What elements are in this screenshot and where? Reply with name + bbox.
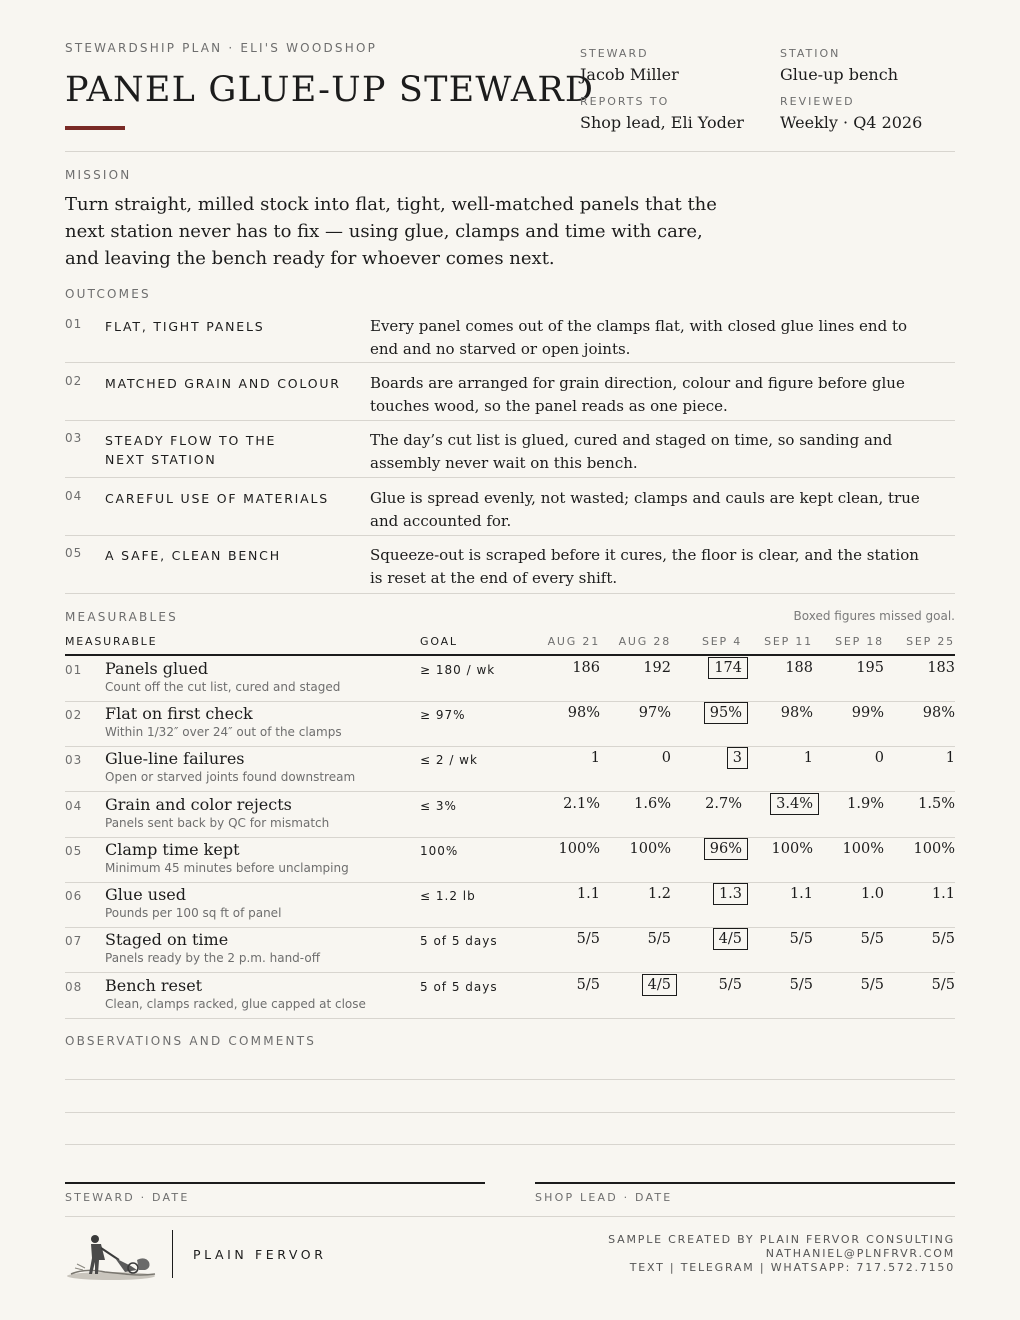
outcome-divider <box>65 477 955 478</box>
measurable-number: 06 <box>65 889 83 903</box>
value-text: 1.1 <box>931 886 955 902</box>
column-header-date: AUG 21 <box>547 635 600 648</box>
measurable-number: 02 <box>65 708 83 722</box>
column-header-date: SEP 4 <box>701 635 742 648</box>
table-cell-value <box>601 931 671 947</box>
footer-credit <box>608 1233 955 1275</box>
outcome-divider <box>65 535 955 536</box>
outcome-description: The day’s cut list is glued, cured and staged on time, so sanding and assembly never wait on this bench. <box>370 431 893 472</box>
table-cell-value <box>601 660 671 676</box>
measurable-name: Staged on time <box>105 930 229 949</box>
measurable-goal: 100% <box>420 844 459 858</box>
value-text: 100% <box>771 841 813 857</box>
missed-goal-value <box>672 886 742 902</box>
table-row <box>65 882 955 927</box>
missed-goal-value <box>601 977 671 993</box>
steward-label: STEWARD <box>580 47 649 60</box>
column-header-measurable: MEASURABLE <box>65 635 158 648</box>
value-text: 3.4% <box>770 793 819 815</box>
measurable-goal: ≤ 1.2 lb <box>420 889 476 903</box>
farmer-plowing-illustration-icon <box>65 1230 160 1282</box>
value-text: 100% <box>558 841 600 857</box>
table-cell-value <box>743 977 813 993</box>
measurable-description: Pounds per 100 sq ft of panel <box>105 906 282 920</box>
value-text: 5/5 <box>860 931 884 947</box>
value-text: 1.0 <box>860 886 884 902</box>
table-cell-value <box>530 977 600 993</box>
measurable-goal: ≥ 180 / wk <box>420 663 496 677</box>
outcome-name: FLAT, TIGHT PANELS <box>105 319 265 334</box>
table-row <box>65 792 955 837</box>
table-cell-value <box>814 660 884 676</box>
table-cell-value <box>814 750 884 766</box>
measurable-description: Open or starved joints found downstream <box>105 770 356 784</box>
table-cell-value <box>885 977 955 993</box>
table-cell-value <box>743 660 813 676</box>
table-cell-value <box>530 796 600 812</box>
value-text: 98% <box>780 705 813 721</box>
table-cell-value <box>601 841 671 857</box>
table-row <box>65 746 955 791</box>
outcome-description: Every panel comes out of the clamps flat, with closed glue lines end to end and no starved or open joints. <box>370 317 908 358</box>
mission-text: Turn straight, milled stock into flat, tight, well-matched panels that the next station never has to fix — using glue, clamps and time with care, and leaving the bench ready for whoever comes next. <box>65 194 717 269</box>
comment-line <box>65 1112 955 1113</box>
measurable-name: Grain and color rejects <box>105 795 292 814</box>
value-text: 100% <box>842 841 884 857</box>
value-text: 183 <box>927 660 955 676</box>
outcome-number: 01 <box>65 317 83 331</box>
missed-goal-value <box>672 931 742 947</box>
measurable-name: Glue-line failures <box>105 749 245 768</box>
page-title: PANEL GLUE-UP STEWARD <box>65 70 595 110</box>
value-text: 174 <box>708 657 748 679</box>
measurable-goal: ≤ 3% <box>420 799 457 813</box>
value-text: 186 <box>572 660 600 676</box>
contact-phone: TEXT | TELEGRAM | WHATSAPP: 717.572.7150 <box>629 1261 955 1274</box>
table-cell-value <box>672 796 742 812</box>
table-cell-value <box>743 931 813 947</box>
measurable-goal: 5 of 5 days <box>420 980 498 994</box>
value-text: 1.1 <box>576 886 600 902</box>
column-header-date: SEP 25 <box>906 635 955 648</box>
missed-goal-value <box>743 796 813 812</box>
outcome-number: 05 <box>65 546 83 560</box>
value-text: 5/5 <box>789 931 813 947</box>
outcome-divider <box>65 362 955 363</box>
table-cell-value <box>743 841 813 857</box>
table-row <box>65 701 955 746</box>
measurable-goal: ≥ 97% <box>420 708 466 722</box>
value-text: 1 <box>945 750 955 766</box>
outcome-name: A SAFE, CLEAN BENCH <box>105 548 281 563</box>
value-text: 1.5% <box>918 796 955 812</box>
measurable-description: Count off the cut list, cured and staged <box>105 680 341 694</box>
measurable-number: 08 <box>65 980 83 994</box>
outcome-description: Boards are arranged for grain direction, colour and figure before glue touches wood, so the panel reads as one piece. <box>370 374 905 415</box>
measurable-number: 05 <box>65 844 83 858</box>
table-cell-value <box>743 750 813 766</box>
table-cell-value <box>672 977 742 993</box>
table-cell-value <box>885 705 955 721</box>
logo-separator <box>172 1230 173 1278</box>
value-text: 192 <box>643 660 671 676</box>
value-text: 5/5 <box>576 977 600 993</box>
outcome-name: STEADY FLOW TO THE NEXT STATION <box>105 433 277 467</box>
outcome-description: Glue is spread evenly, not wasted; clamps and cauls are kept clean, true and accounted for. <box>370 489 920 530</box>
missed-goal-value <box>672 841 742 857</box>
value-text: 4/5 <box>642 974 677 996</box>
table-cell-value <box>530 931 600 947</box>
measurable-name: Flat on first check <box>105 704 253 723</box>
measurable-description: Panels ready by the 2 p.m. hand-off <box>105 951 320 965</box>
outcome-number: 04 <box>65 489 83 503</box>
value-text: 99% <box>851 705 884 721</box>
value-text: 100% <box>629 841 671 857</box>
table-cell-value <box>743 705 813 721</box>
header-divider <box>65 151 955 152</box>
value-text: 0 <box>874 750 884 766</box>
missed-goal-value <box>672 705 742 721</box>
table-cell-value <box>814 931 884 947</box>
column-header-goal: GOAL <box>420 635 458 648</box>
row-divider <box>65 1018 955 1019</box>
table-cell-value <box>530 886 600 902</box>
reviewed-label: REVIEWED <box>780 95 855 108</box>
measurables-note: Boxed figures missed goal. <box>793 609 955 623</box>
value-text: 97% <box>638 705 671 721</box>
reviewed-value: Weekly · Q4 2026 <box>780 113 923 132</box>
measurable-number: 01 <box>65 663 83 677</box>
value-text: 2.7% <box>705 796 742 812</box>
missed-goal-value <box>672 660 742 676</box>
measurables-label: MEASURABLES <box>65 610 178 624</box>
table-cell-value <box>885 886 955 902</box>
measurable-name: Glue used <box>105 885 186 904</box>
mission-label: MISSION <box>65 168 132 182</box>
measurable-name: Bench reset <box>105 976 203 995</box>
footer-divider <box>65 1216 955 1217</box>
table-cell-value <box>814 841 884 857</box>
table-cell-value <box>530 705 600 721</box>
outcome-number: 03 <box>65 431 83 445</box>
value-text: 5/5 <box>931 931 955 947</box>
steward-signature-label: STEWARD · DATE <box>65 1191 190 1204</box>
value-text: 188 <box>785 660 813 676</box>
value-text: 0 <box>661 750 671 766</box>
table-cell-value <box>814 977 884 993</box>
steward-value: Jacob Miller <box>580 65 679 84</box>
column-header-date: SEP 11 <box>764 635 813 648</box>
station-label: STATION <box>780 47 841 60</box>
observations-label: OBSERVATIONS AND COMMENTS <box>65 1034 317 1048</box>
measurable-description: Minimum 45 minutes before unclamping <box>105 861 349 875</box>
table-row <box>65 656 955 701</box>
value-text: 95% <box>704 702 748 724</box>
document-kicker: STEWARDSHIP PLAN · ELI'S WOODSHOP <box>65 41 378 55</box>
table-cell-value <box>530 750 600 766</box>
measurable-name: Clamp time kept <box>105 840 240 859</box>
table-cell-value <box>885 660 955 676</box>
table-cell-value <box>885 796 955 812</box>
value-text: 5/5 <box>789 977 813 993</box>
value-text: 98% <box>567 705 600 721</box>
brand-name: PLAIN FERVOR <box>193 1247 327 1262</box>
table-cell-value <box>601 886 671 902</box>
table-cell-value <box>601 750 671 766</box>
value-text: 5/5 <box>860 977 884 993</box>
contact-email: NATHANIEL@PLNFRVR.COM <box>765 1247 955 1260</box>
table-cell-value <box>885 841 955 857</box>
table-cell-value <box>743 886 813 902</box>
outcomes-label: OUTCOMES <box>65 287 151 301</box>
measurable-number: 07 <box>65 934 83 948</box>
column-header-date: SEP 18 <box>835 635 884 648</box>
table-cell-value <box>885 931 955 947</box>
table-cell-value <box>814 796 884 812</box>
value-text: 4/5 <box>713 928 748 950</box>
reports-to-label: REPORTS TO <box>580 95 670 108</box>
value-text: 5/5 <box>931 977 955 993</box>
column-header-date: AUG 28 <box>618 635 671 648</box>
value-text: 98% <box>922 705 955 721</box>
shop-lead-signature-line <box>535 1182 955 1184</box>
outcome-number: 02 <box>65 374 83 388</box>
table-cell-value <box>814 705 884 721</box>
outcome-divider <box>65 420 955 421</box>
table-cell-value <box>601 796 671 812</box>
table-row <box>65 927 955 972</box>
value-text: 1 <box>803 750 813 766</box>
value-text: 1.3 <box>713 883 748 905</box>
table-cell-value <box>530 660 600 676</box>
value-text: 100% <box>913 841 955 857</box>
comment-line <box>65 1079 955 1080</box>
measurable-description: Panels sent back by QC for mismatch <box>105 816 330 830</box>
reports-to-value: Shop lead, Eli Yoder <box>580 113 744 132</box>
value-text: 3 <box>727 747 748 769</box>
shop-lead-signature-label: SHOP LEAD · DATE <box>535 1191 673 1204</box>
value-text: 1 <box>590 750 600 766</box>
value-text: 1.2 <box>647 886 671 902</box>
outcome-name: CAREFUL USE OF MATERIALS <box>105 491 330 506</box>
comment-line <box>65 1144 955 1145</box>
outcome-name: MATCHED GRAIN AND COLOUR <box>105 376 341 391</box>
table-cell-value <box>530 841 600 857</box>
value-text: 5/5 <box>576 931 600 947</box>
table-cell-value <box>814 886 884 902</box>
value-text: 1.6% <box>634 796 671 812</box>
value-text: 1.9% <box>847 796 884 812</box>
value-text: 1.1 <box>789 886 813 902</box>
value-text: 5/5 <box>718 977 742 993</box>
table-cell-value <box>885 750 955 766</box>
table-row <box>65 973 955 1018</box>
station-value: Glue-up bench <box>780 65 898 84</box>
steward-signature-line <box>65 1182 485 1184</box>
measurable-description: Within 1/32″ over 24″ out of the clamps <box>105 725 342 739</box>
measurable-description: Clean, clamps racked, glue capped at close <box>105 997 366 1011</box>
measurable-number: 03 <box>65 753 83 767</box>
measurable-name: Panels glued <box>105 659 209 678</box>
title-accent-bar <box>65 126 125 130</box>
outcome-description: Squeeze-out is scraped before it cures, the floor is clear, and the station is reset at the end of every shift. <box>370 546 919 587</box>
credit-line: SAMPLE CREATED BY PLAIN FERVOR CONSULTING <box>608 1233 955 1246</box>
value-text: 5/5 <box>647 931 671 947</box>
value-text: 195 <box>856 660 884 676</box>
value-text: 96% <box>704 838 748 860</box>
missed-goal-value <box>672 750 742 766</box>
measurable-goal: 5 of 5 days <box>420 934 498 948</box>
table-cell-value <box>601 705 671 721</box>
measurable-goal: ≤ 2 / wk <box>420 753 478 767</box>
table-row <box>65 837 955 882</box>
measurable-number: 04 <box>65 799 83 813</box>
outcome-divider <box>65 593 955 594</box>
value-text: 2.1% <box>563 796 600 812</box>
